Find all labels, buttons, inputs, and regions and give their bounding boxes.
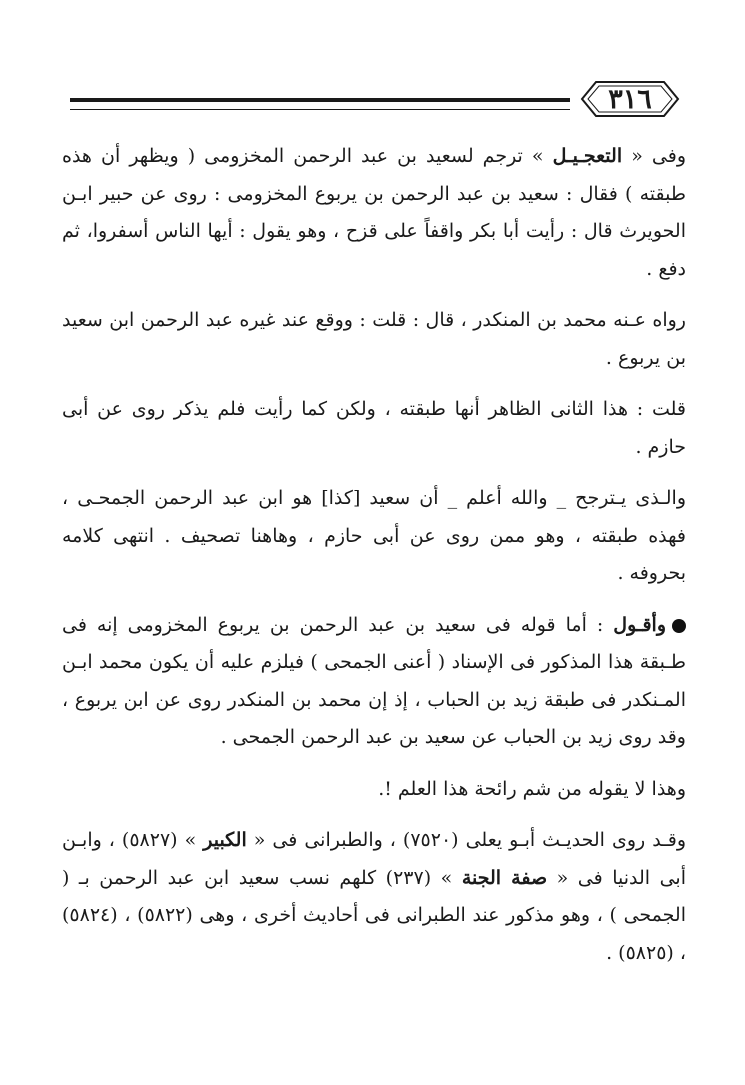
bold-term: صفة الجنة (461, 866, 548, 889)
text-run: وقـد روى الحديـث أبـو يعلى (٧٥٢٠) ، والطبرانى فى « (246, 829, 686, 851)
paragraph (62, 822, 686, 972)
text-run: وفى « (622, 145, 686, 167)
text-run: : أما قوله فى سعيد بن عبد الرحمن بن يربوع المخزومى إنه فى طـبقة هذا المذكور فى الإسناد ( أعنى الجمحى ) فيلزم عليه أن يكون محمد ابـن المـنكدر فى طبقة زيد بن الحباب ، إذ إن محمد بن المنكدر روى عن ابن يربوع ، وقد روى زيد بن الحباب عن سعيد بن عبد الرحمن الجمحى . (62, 613, 686, 748)
text-run: قلت : هذا الثانى الظاهر أنها طبقته ، ولكن كما رأيت فلم يذكر روى عن أبى حازم . (62, 398, 686, 458)
text-run: » (٢٣٧) كلهم نسب سعيد ابن عبد الرحمن بـ ( الجمحى ) ، وهو مذكور عند الطبرانى فى أحاديث أخرى ، وهى (٥٨٢٢) ، (٥٨٢٤) ، (٥٨٢٥) . (62, 866, 687, 964)
header-rule (70, 98, 570, 110)
main-text (62, 138, 686, 986)
paragraph (62, 391, 686, 466)
text-run: رواه عـنه محمد بن المنكدر ، قال : قلت : ووقع عند غيره عبد الرحمن ابن سعيد بن يربوع . (62, 309, 686, 369)
bold-term: وأقـول (613, 613, 666, 636)
paragraph (62, 138, 686, 288)
bold-term: التعجـيـل (552, 145, 623, 167)
text-run: وهذا لا يقوله من شم رائحة هذا العلم !. (378, 777, 686, 800)
text-run: » ترجم لسعيد بن عبد الرحمن المخزومى ( ويظهر أن هذه طبقته ) فقال : سعيد بن عبد الرحمن بن يربوع المخزومى : روى عن حبير ابـن الحويرث قال : رأيت أبا بكر واقفاً على قزح ، وهو يقول : أيها الناس أسفروا، ثم دفع . (62, 145, 686, 280)
page-number: ٣١٦ (608, 83, 652, 115)
bullet-icon (672, 619, 686, 633)
paragraph (62, 302, 686, 377)
page-number-badge (578, 72, 682, 126)
page-header (70, 72, 682, 128)
paragraph (62, 480, 686, 593)
bold-term: الكبير (203, 829, 247, 851)
text-run: والـذى يـترجح _ والله أعلم _ أن سعيد [كذا] هو ابن عبد الرحمن الجمحـى ، فهذه طبقته ، وهو ممن روى عن أبى حازم ، وهاهنا تصحيف . انتهى كلامه بحروفه . (62, 487, 686, 584)
paragraph (62, 771, 686, 809)
text-run: » (٥٨٢٧) ، وابـن أبى الدنيا فى « (62, 829, 686, 889)
paragraph (62, 607, 686, 757)
